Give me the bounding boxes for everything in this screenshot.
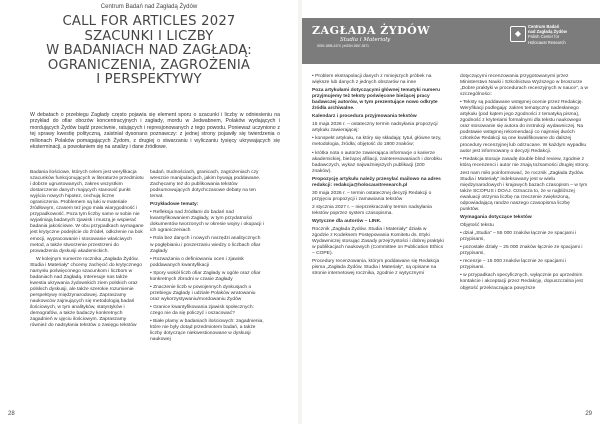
right-column-2 — [460, 74, 590, 294]
journal-logo — [312, 25, 462, 57]
list-item: • Rozważania o definiowaniu ocen i zjawisk poddawanych kwantyfikacji — [150, 256, 244, 268]
list-item: • Teksty są poddawane wstępnej ocenie przez Redakcję. Weryfikacji podlegają: zakres tematyczny nadesłanego artykułu (pod kątem jego zgodności z tematyką pisma), zgodność z kryteriami formalnymi dla tekstu naukowego oraz stosowanie się autora do instrukcji wydawniczej. Na podstawie wstępnej rekomendacji co najmniej dwóch członków Redakcji są one kwalifikowane do dalszej procedury recenzyjnej lub odrzucane. W każdym wypadku autor jest informowany o decyzji Redakcji. — [460, 100, 587, 154]
paragraph: badań, trudnościach, granicach, zagrożeniach czy wreszcie manipulacjach, jakim bywają poddawane. Zachęcamy też do publikowania tekstów podsumowujących dotychczasowe debaty na ten temat. — [150, 170, 261, 200]
list-item: • pozostałe działy – 25 000 znaków łącznie ze spacjami i przypisami, — [460, 245, 583, 257]
paragraph: W kolejnym numerze rocznika „Zagłada Żydów. Studia i Materiały” chcemy zachęcić do krytycznego namysłu poświęconego szacunkom i liczbom w badaniach nad Zagładą. Interesuje nas także kwestia ukrywania żydowskich ziem polskich oraz polskich dyskusji, ale także szerokie rozumienie perspektywy międzynarodowej. Zapraszamy naukowców zajmujących się metodologią badań ilościowych, w tym analityków, statystyków i demografów, a także badaczy konkretnych zagadnień w ujęciu ilościowym. Zapraszamy również do nadsyłania tekstów o zasięgu tekstów — [30, 256, 142, 329]
paragraph: 2 stycznia 2027 r. – nieprzekraczalny termin nadsyłania tekstów poprzez system czasopisma. — [312, 204, 432, 216]
list-item: • Granice kwantyfikowania zjawisk społecznych: czego nie da się policzyć i oszacować? — [150, 304, 254, 316]
left-column-1 — [30, 170, 144, 331]
paragraph: 15 maja 2026 r. – ostateczny termin nadsyłania propozycji artykułu zawierającej: — [312, 122, 438, 134]
paragraph: Badania ilościowe, których celem jest weryfikacja szacunków funkcjonujących w literaturze przedmiotu i dobrze ugruntowanych, zakres wszystkim dostarczenie danych mających stanowić punkt wyjścia nowych hipotez, cechują liczne ograniczenia. Problemem są luki w materiale źródłowym, czasem też jego mała wiarygodność i przypadkowość. Poza tym liczby same w sobie nie wyjaśniają badanych zjawisk i muszą je wspierać badania jakościowe. W obu przypadkach wymagane jest krytyczne podejście do źródeł, odłożenie na bok emocji, wypracowanie i stosowanie właściwych metod, a także stworzenie przestrzeni do prowadzenia dyskusji akademickich. — [30, 170, 144, 254]
center-name-line: Polish Center for — [528, 34, 560, 40]
title-line: I PERSPEKTYWY — [96, 72, 202, 88]
section-heading: Przykładowe tematy: — [150, 202, 199, 208]
page-number: 28 — [8, 411, 15, 417]
title-line: CALL FOR ARTICLES 2027 — [62, 14, 236, 29]
guidelines-link[interactable]: Wytyczne dla autorów – LINK. — [312, 218, 382, 224]
paragraph: Poza artykułami dotyczącymi głównej tematyki numeru przyjmujemy też teksty poświęcone bieżącej pracy badawczej autorów, w tym prezentujące nowo odkryte źródła archiwalne. — [312, 88, 441, 112]
section-heading: Wymagania dotyczące tekstów — [460, 215, 532, 221]
paragraph: Procedury recenzowania, którym poddawane się Redakcja pisma „Zagłada Żydów. Studia i Materiały”, są opisane na stronie internetowej rocznika, zgodnie z wytycznymi — [312, 259, 440, 277]
center-name-line: Holocaust Research — [528, 39, 566, 45]
paragraph: Rocznik „Zagłada Żydów. Studia i Materiały” działa w zgodzie z Kodeksem Postępowania Komitetu ds. Etyki Wydawniczej stosując Zasady przejrzystości i dobrej praktyki w publikacjach naukowych (Committee on Publication Ethics – COPE). — [312, 227, 444, 257]
paragraph: Propozycję artykułu należy przesyłać mailowo na adres redakcji: redakcja@holocaustresearch.pl — [312, 176, 441, 188]
center-name — [528, 24, 567, 45]
logo-issn: ISSN 1895-247X | eISSN 2657-3571 — [317, 44, 369, 48]
logo-subtitle: Studia i Materiały — [340, 37, 391, 43]
list-item: • krótka nota o autorze zawierająca informacje o karierze akademickiej, bieżącej afiliacji, zainteresowaniach i dorobku badawczych, wykaz najważniejszych publikacji (200 znaków). — [312, 150, 442, 174]
paragraph: 30 maja 2026 r. – termin ostatecznej decyzji Redakcji o przyjęciu propozycji i zamawiania tekstów — [312, 190, 432, 202]
intro-paragraph: W debatach o przebiegu Zagłady często pojawia się element sporu o szacunki i liczby w odniesieniu na przykład do ofiar obozów koncentracyjnych i zagłady, mordu w Jedwabnem, Polaków wydających i mordujących Żydów bądź przeciwnie, ratujących i represjonowanych z tego powodu. Ponieważ uczyniono z tej sprawy kwestię polityczną, zaistniał dysonans poznawczy: z jednej strony pojawiły się twierdzenia o milionach Polaków pomagających Żydom, z drugiej o stwarzaniu i wyliczaniu tysięcy ukrywających się eksterminacji, a powołaniem się na analizy i dane źródłowe. — [30, 112, 280, 151]
list-item: • Rola bez danych i nowych narzędzi analitycznych w pogłębianiu i poszerzaniu wiedzy o liczbach ofiar Zagłady — [150, 236, 261, 254]
list-item: • w przypadkach specyficznych, wyłącznie po uprzednim kontakcie i akceptacji przez Redakcję, dopuszczalna jest objętość przekraczająca powyższe — [460, 273, 583, 291]
section-heading: Kalendarz i procedura przyjmowania tekstów — [312, 114, 417, 120]
title-line: OGRANICZENIA, ZAGROŻENIA — [47, 57, 251, 73]
center-logo — [510, 24, 594, 58]
left-page — [0, 0, 298, 424]
list-item: • Refleksja nad źródłami do badań nad kwantyfikowaniem Zagłady, w tym przydatności dokumentów tworzonych w okresie wojny i okupacji i ich ograniczeniach — [150, 210, 264, 234]
list-item: • Spory wokół liczb ofiar Zagłady w ogóle oraz ofiar konkretnych zbrodni w czasie Zagłady — [150, 270, 261, 282]
center-name-line: nad Zagładą Żydów — [528, 29, 567, 35]
list-item: • dział „Studia” – 55 000 znaków łącznie ze spacjami i przypisami, — [460, 231, 577, 243]
paragraph: Jest nam miło poinformować, że rocznik „Zagłada Żydów. Studia i Materiały” indeksowany jest w wielu międzynarodowych i krajowych bazach czasopism – w tym także SCOPUS i DOAJ. Oznacza to, że w najbliższej ewaluacji otrzyma liczbę na rzeczenie zwiększoną, odpowiadającą randze naszego czasopisma liczbę punktów. — [460, 170, 588, 212]
right-column-1 — [312, 74, 444, 279]
list-item: • Białe plamy w badaniach ilościowych: zagadnienia, które nie były dotąd przedmiotem badań, a także liczby dotyczące niekwestionowane w dyskusji naukowej — [150, 319, 264, 343]
left-column-2 — [150, 170, 265, 345]
center-logo-icon: ◆ — [510, 26, 526, 42]
paragraph: Objętość tekstu — [460, 223, 494, 229]
paragraph: dotyczącymi recenzowania przygotowanymi przez Ministerstwo Nauki i Szkolnictwa Wyższego w broszurze „Dobre praktyki w procedurach recenzyjnych w nauce”, a w szczególności: — [460, 74, 589, 98]
center-name-line: Centrum Badań — [528, 24, 560, 29]
title-line: W BADANIACH NAD ZAGŁADĄ: — [46, 43, 252, 59]
list-item: • Redakcja stosuje zasadę double blind review, zgodnie z którą recenzenci i autor nie znają tożsamości drugiej strony. — [460, 156, 590, 168]
list-item: • Problem ekstrapolacji danych z mniejszych próbek na większe lub danych z jednych obszarów na inne — [312, 74, 432, 86]
page-title — [14, 15, 284, 88]
running-head: Centrum Badań nad Zagładą Żydów — [100, 4, 198, 10]
logo-title: ZAGŁADA ŻYDÓW — [312, 24, 431, 37]
title-line: SZACUNKI I LICZBY — [84, 28, 214, 44]
right-page — [302, 0, 600, 424]
list-item: • recenzje – 15 000 znaków łącznie ze spacjami i przypisami. — [460, 259, 567, 271]
list-item: • Znaczenie liczb w powojennych dyskusjach o przebiegu Zagłady i udziale Polaków wratowaniu oraz wykorzystywaniu/mordowaniu Żydów — [150, 284, 256, 302]
page-number: 29 — [585, 411, 592, 417]
list-item: • konspekt artykułu, na który się składają: tytuł, główne tezy, metodologia, źródła; objętość do 1800 znaków; — [312, 136, 442, 148]
